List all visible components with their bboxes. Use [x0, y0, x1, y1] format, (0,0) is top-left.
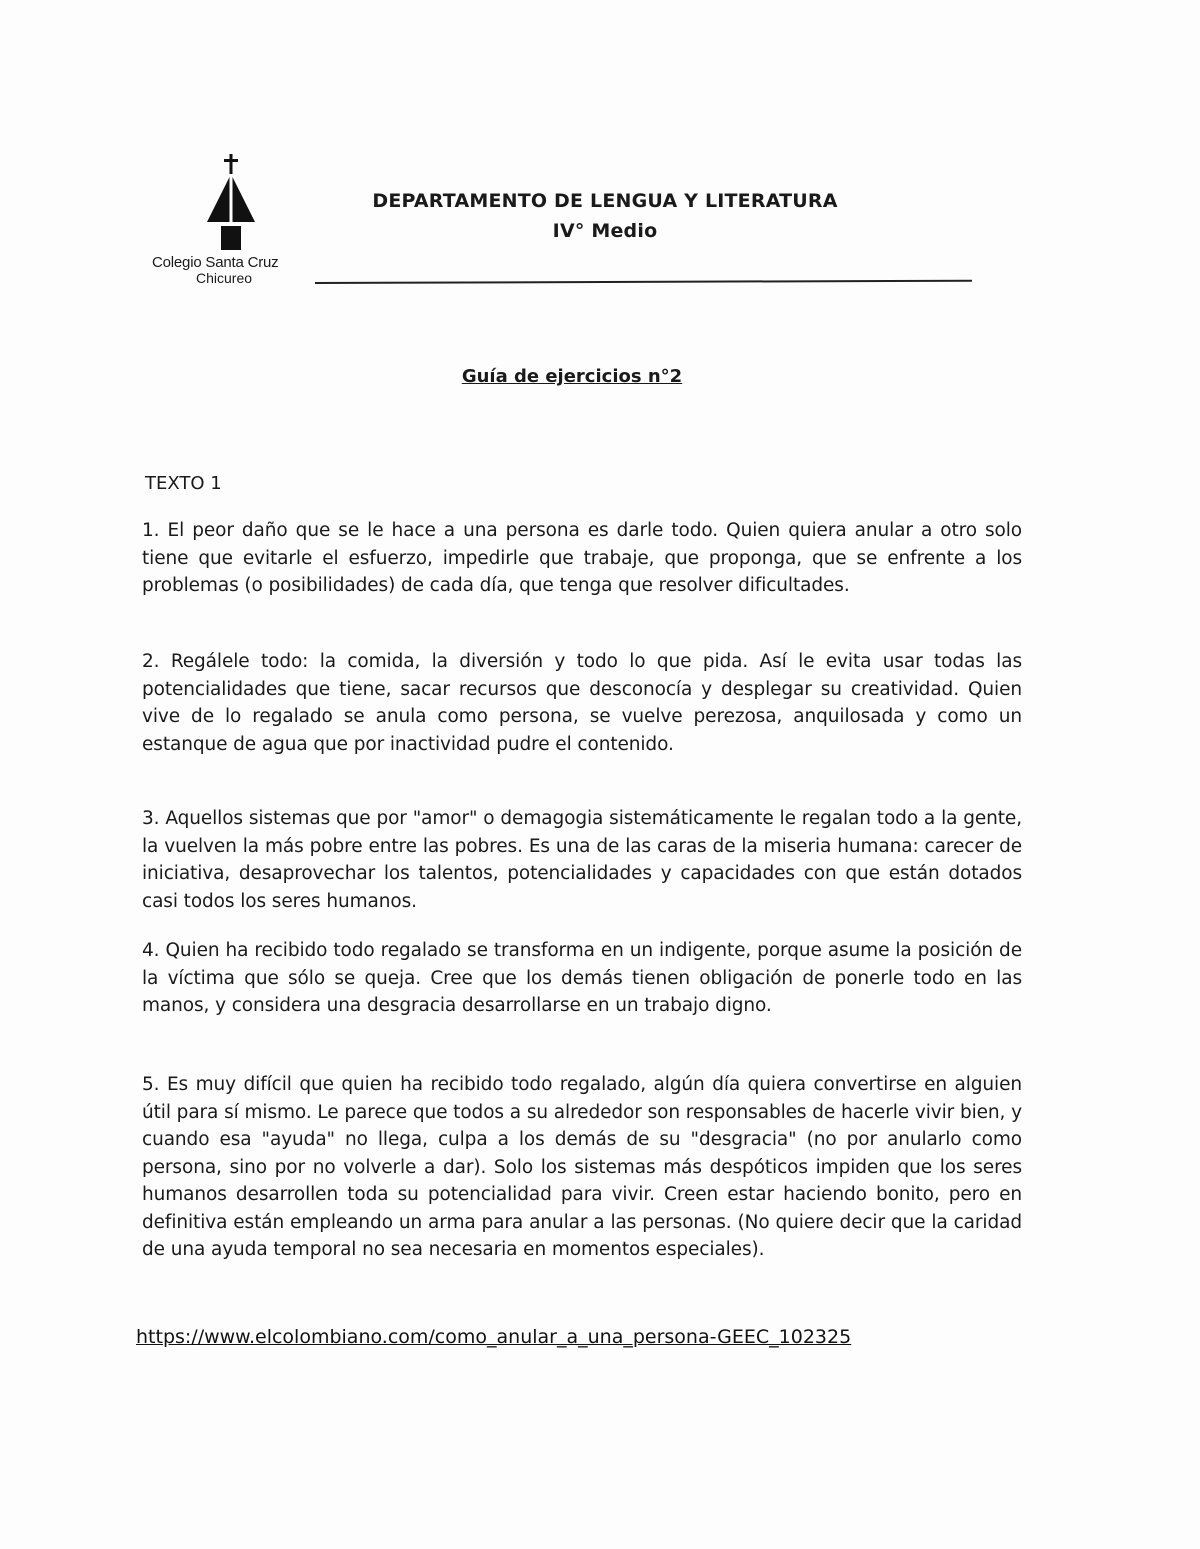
paragraph-5: 5. Es muy difícil que quien ha recibido todo regalado, algún día quiera convertirse en alguien útil para sí mismo. Le parece que todos a su alrededor son responsables de hacerle vivir bien, y cuando esa "ayuda" no llega, culpa a los demás de su "desgracia" (no por anularlo como persona, sino por no volverle a dar). Solo los sistemas más despóticos impiden que los seres humanos desarrollen toda su potencialidad para vivir. Creen estar haciendo bonito, pero en definitiva están empleando un arma para anular a las personas. (No quiere decir que la caridad de una ayuda temporal no sea necesaria en momentos especiales). — [142, 1074, 1022, 1260]
text-label: TEXTO 1 — [145, 473, 222, 494]
paragraph-1: 1. El peor daño que se le hace a una persona es darle todo. Quien quiera anular a otro solo tiene que evitarle el esfuerzo, impedirle que trabaje, que proponga, que se enfrente a los problemas (o posibilidades) de cada día, que tenga que resolver dificultades. — [142, 520, 1022, 596]
school-name: Colegio Santa Cruz — [152, 254, 279, 271]
cross-tower-icon — [205, 152, 260, 252]
school-place: Chicureo — [196, 270, 253, 286]
paragraph-4: 4. Quien ha recibido todo regalado se transforma en un indigente, porque asume la posición de la víctima que sólo se queja. Cree que los demás tienen obligación de ponerle todo en las manos, y considera una desgracia desarrollarse en un trabajo digno. — [142, 940, 1022, 1016]
paragraph-2: 2. Regálele todo: la comida, la diversión y todo lo que pida. Así le evita usar todas las potencialidades que tiene, sacar recursos que desconocía y desplegar su creatividad. Quien vive de lo regalado se anula como persona, se vuelve perezosa, anquilosada y como un estanque de agua que por inactividad pudre el contenido. — [142, 651, 1022, 755]
course-level: IV° Medio — [552, 220, 658, 242]
paragraph-3: 3. Aquellos sistemas que por "amor" o demagogia sistemáticamente le regalan todo a la gente, la vuelven la más pobre entre las pobres. Es una de las caras de la miseria humana: carecer de iniciativa, desaprovechar los talentos, potencialidades y capacidades con que están dotados casi todos los seres humanos. — [142, 808, 1022, 912]
guide-title: Guía de ejercicios n°2 — [461, 366, 683, 387]
header-rule — [315, 280, 972, 284]
department-title: DEPARTAMENTO DE LENGUA Y LITERATURA — [372, 190, 838, 212]
school-logo — [150, 152, 315, 292]
source-link[interactable]: https://www.elcolombiano.com/como_anular_a_una_persona-GEEC_102325 — [136, 1326, 852, 1348]
